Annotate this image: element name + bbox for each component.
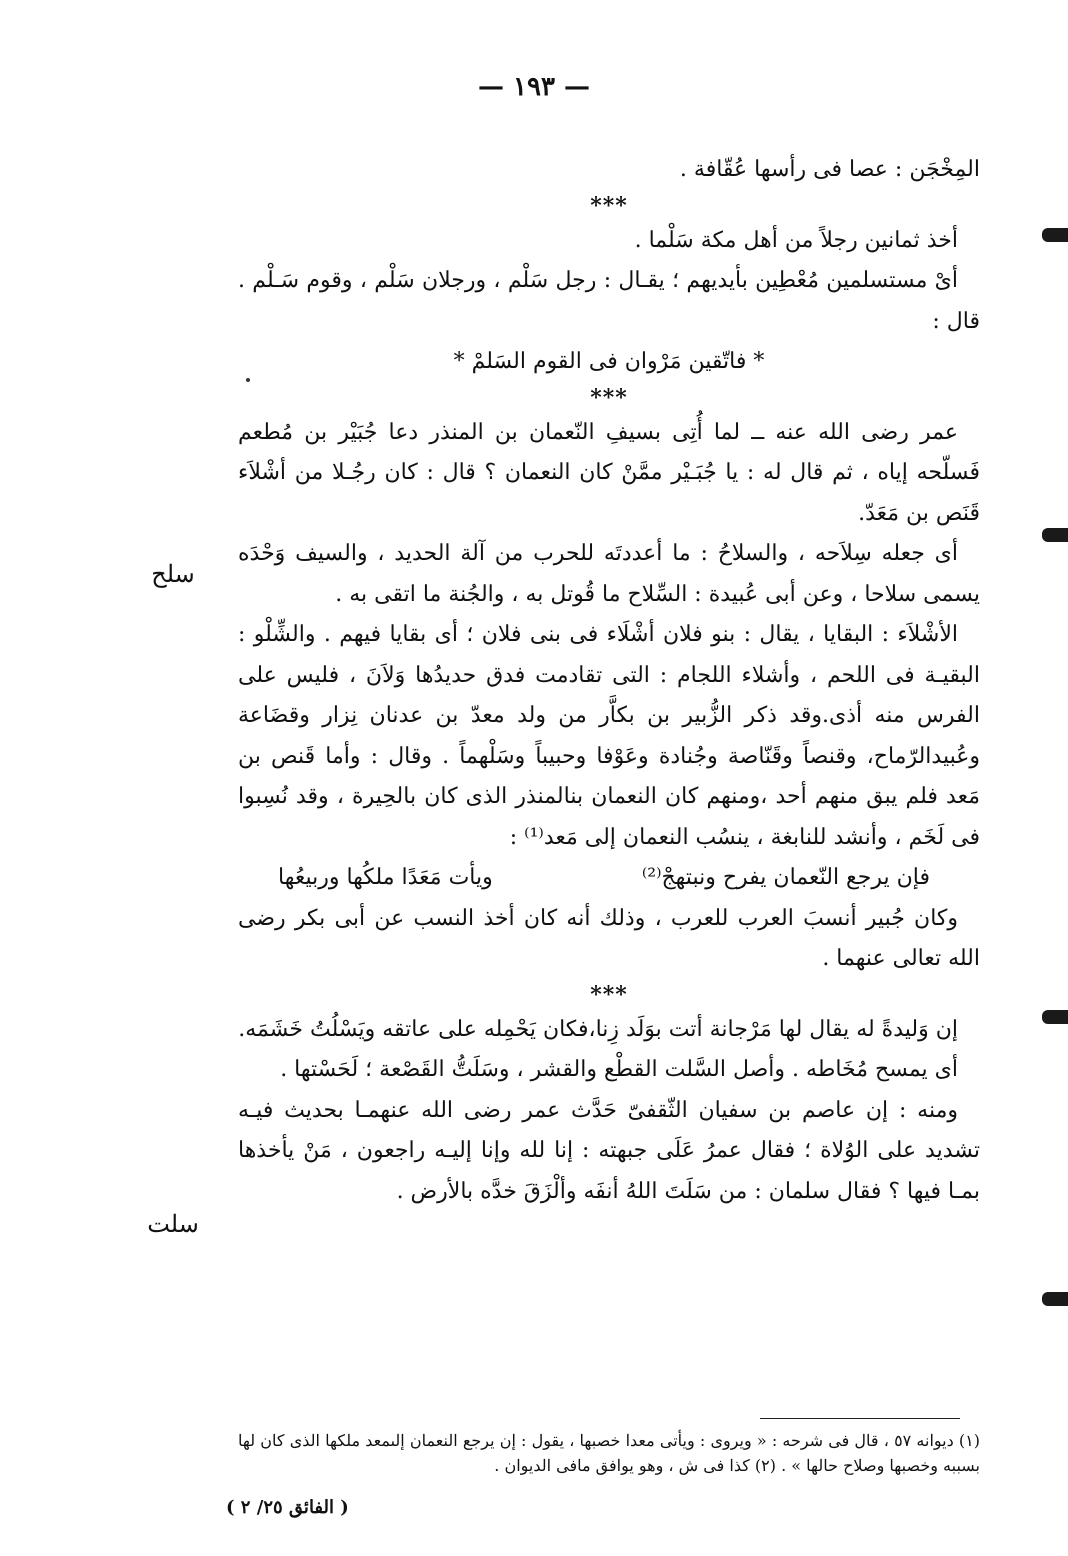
paragraph: إن وَليدةً له يقال لها مَرْجانة أتت بوَلَد زِنا،فكان يَحْمِله على عاتقه ويَسْلُتُ خَشَمَه. xyxy=(238,1016,958,1042)
paragraph: أى جعله سِلاَحه ، والسلاحُ : ما أعددتَه للحرب من آلة الحديد ، والسيف وَحْدَه يسمى سلاحا ، وعن أبى عُبيدة : السِّلاح ما قُوتل به ، والجُنة ما اتقى به . xyxy=(238,541,980,607)
footnote-divider xyxy=(760,1418,960,1419)
paragraph: أىْ مستسلمين مُعْطِين بأيديهم ؛ يقـال : رجل سَلْم ، ورجلان سَلْم ، وقوم سَـلْم . قال : xyxy=(238,268,980,334)
paragraph: المِخْجَن : عصا فى رأسها عُقّافة . xyxy=(679,157,980,182)
verse-line: * فاتّقين مَرْوان فى القوم السَلمْ * xyxy=(453,349,765,374)
scan-speck xyxy=(246,378,250,382)
margin-note-salt: سلت xyxy=(147,1210,199,1238)
section-separator: *** xyxy=(590,981,628,1008)
verse-second-hemistich: ويأت مَعَدًا ملكُها وربيعُها xyxy=(278,865,493,890)
page-number: — ١٩٣ — xyxy=(477,72,591,102)
margin-note-silah: سلح xyxy=(151,560,195,588)
paragraph: وكان جُبير أنسبَ العرب للعرب ، وذلك أنه كان أخذ النسب عن أبى بكر رضى الله تعالى عنهما . xyxy=(238,905,980,971)
scan-edge-mark xyxy=(1042,1010,1068,1024)
section-separator: *** xyxy=(590,192,628,219)
scan-edge-mark xyxy=(1042,1292,1068,1306)
scan-edge-mark xyxy=(1042,228,1068,242)
paragraph: عمر رضى الله عنه ــ لما أُتِى بسيفِ النّعمان بن المنذر دعا جُبَيْر بن مُطعم فَسلّحه إياه ، ثم قال له : يا جُبَـيْر ممَّنْ كان النعمان ؟ قال : كان رجُـلا من أشْلاَء قَنَص بن مَعَدّ. xyxy=(238,419,980,526)
scan-edge-mark xyxy=(1042,528,1068,542)
verse-couplet xyxy=(238,858,980,899)
paragraph: أخذ ثمانين رجلاً من أهل مكة سَلْما . xyxy=(634,227,958,253)
paragraph: ومنه : إن عاصم بن سفيان الثّقفىّ حَدَّث عمر رضى الله عنهمـا بحديث فيـه تشديد على الوُلاة ؛ فقال عمرُ عَلَى جبهته : إنا لله وإنا إليـه راجعون ، مَنْ يأخذها بمـا فيها ؟ فقال سلمان : من سَلَتَ اللهُ أنفَه وألْزَقَ خدَّه بالأرض . xyxy=(238,1097,980,1204)
signature-mark: ( الفائق ٢٥/ ٢ ) xyxy=(226,1497,349,1518)
main-text xyxy=(238,150,980,1212)
footnote: (١) ديوانه ٥٧ ، قال فى شرحه : « ويروى : ويأتى معدا خصبها ، يقول : إن يرجع النعمان إلىمعد ملكها الذى كان لها بسببه وخصبها وصلاح حالها » . (٢) كذا فى ش ، وهو يوافق مافى الديوان . xyxy=(238,1431,981,1475)
verse-first-hemistich: فإن يرجع النّعمان يفرح ونبتهجْ⁽²⁾ xyxy=(641,865,930,890)
paragraph: أى يمسح مُخَاطه . وأصل السَّلت القطْع والقشر ، وسَلَتُّ القَصْعة ؛ لَحَسْتها . xyxy=(280,1057,958,1082)
footnotes xyxy=(238,1428,980,1478)
section-separator: *** xyxy=(590,384,628,411)
paragraph: الأشْلاَء : البقايا ، يقال : بنو فلان أشْلَاء فى بنى فلان ؛ أى بقايا فيهم . والشِّلْو : البقيـة فى اللحم ، وأشلاء اللجام : التى تقادمت فدق حديدُها وَلاَنَ ، فليس على الفرس منه أذى.وقد ذكر الزُّبير بن بكاَّر من ولد معدّ بن عدنان نِزار وقضَاعة وعُبيدالرّماح، وقنصاً وقَنّاصة وجُنادة وعَوْفا وحبيباً وسَلْهماً . وقال : وأما قَنص بن مَعد فلم يبق منهم أحد ،ومنهم كان النعمان بنالمنذر الذى كان بالحِيرة ، وقد نُسِبوا فى لَخَم ، وأنشد للنابغة ، ينسُب النعمان إلى مَعد⁽¹⁾ : xyxy=(238,622,980,850)
